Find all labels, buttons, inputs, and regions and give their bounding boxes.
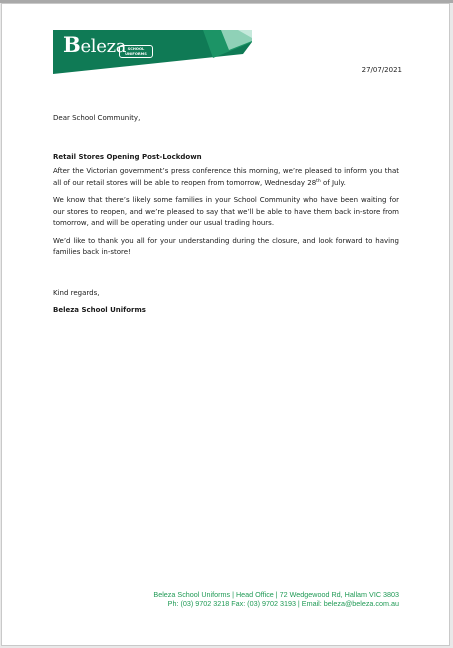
paragraph-1-text: After the Victorian government’s press conference this morning, we’re pleased to inform you that all of our retail stores will be able to reopen from tomorrow, Wednesday 28 (53, 167, 399, 187)
letter-footer (153, 590, 399, 608)
paragraph-1 (53, 166, 399, 189)
beleza-logo (53, 28, 252, 75)
footer-contact: Ph: (03) 9702 3218 Fax: (03) 9702 3193 | Email: beleza@beleza.com.au (167, 599, 399, 608)
ordinal-suffix: th (316, 178, 321, 184)
signature: Beleza School Uniforms (53, 306, 146, 314)
salutation: Dear School Community, (53, 114, 141, 122)
closing: Kind regards, (53, 288, 100, 297)
paragraph-2: We know that there’s likely some families in your School Community who have been waiting for our stores to reopen, and we’re pleased to say that we’ll be able to have them back in-store from tomorrow, and will be operating under our usual trading hours. (53, 196, 399, 227)
paragraph-3: We’d like to thank you all for your understanding during the closure, and look forward to having families back in-store! (53, 236, 399, 256)
letter-body (53, 113, 399, 317)
footer-address: Beleza School Uniforms | Head Office | 72 Wedgewood Rd, Hallam VIC 3803 (153, 590, 399, 599)
letter-date: 27/07/2021 (361, 66, 402, 74)
paragraph-1-tail: of July. (320, 178, 346, 187)
logo-tagline-badge: SCHOOL UNIFORMS (119, 45, 153, 58)
letter-page (1, 3, 450, 646)
letter-subject: Retail Stores Opening Post-Lockdown (53, 152, 202, 161)
logo-wordmark: Beleza (63, 32, 127, 57)
